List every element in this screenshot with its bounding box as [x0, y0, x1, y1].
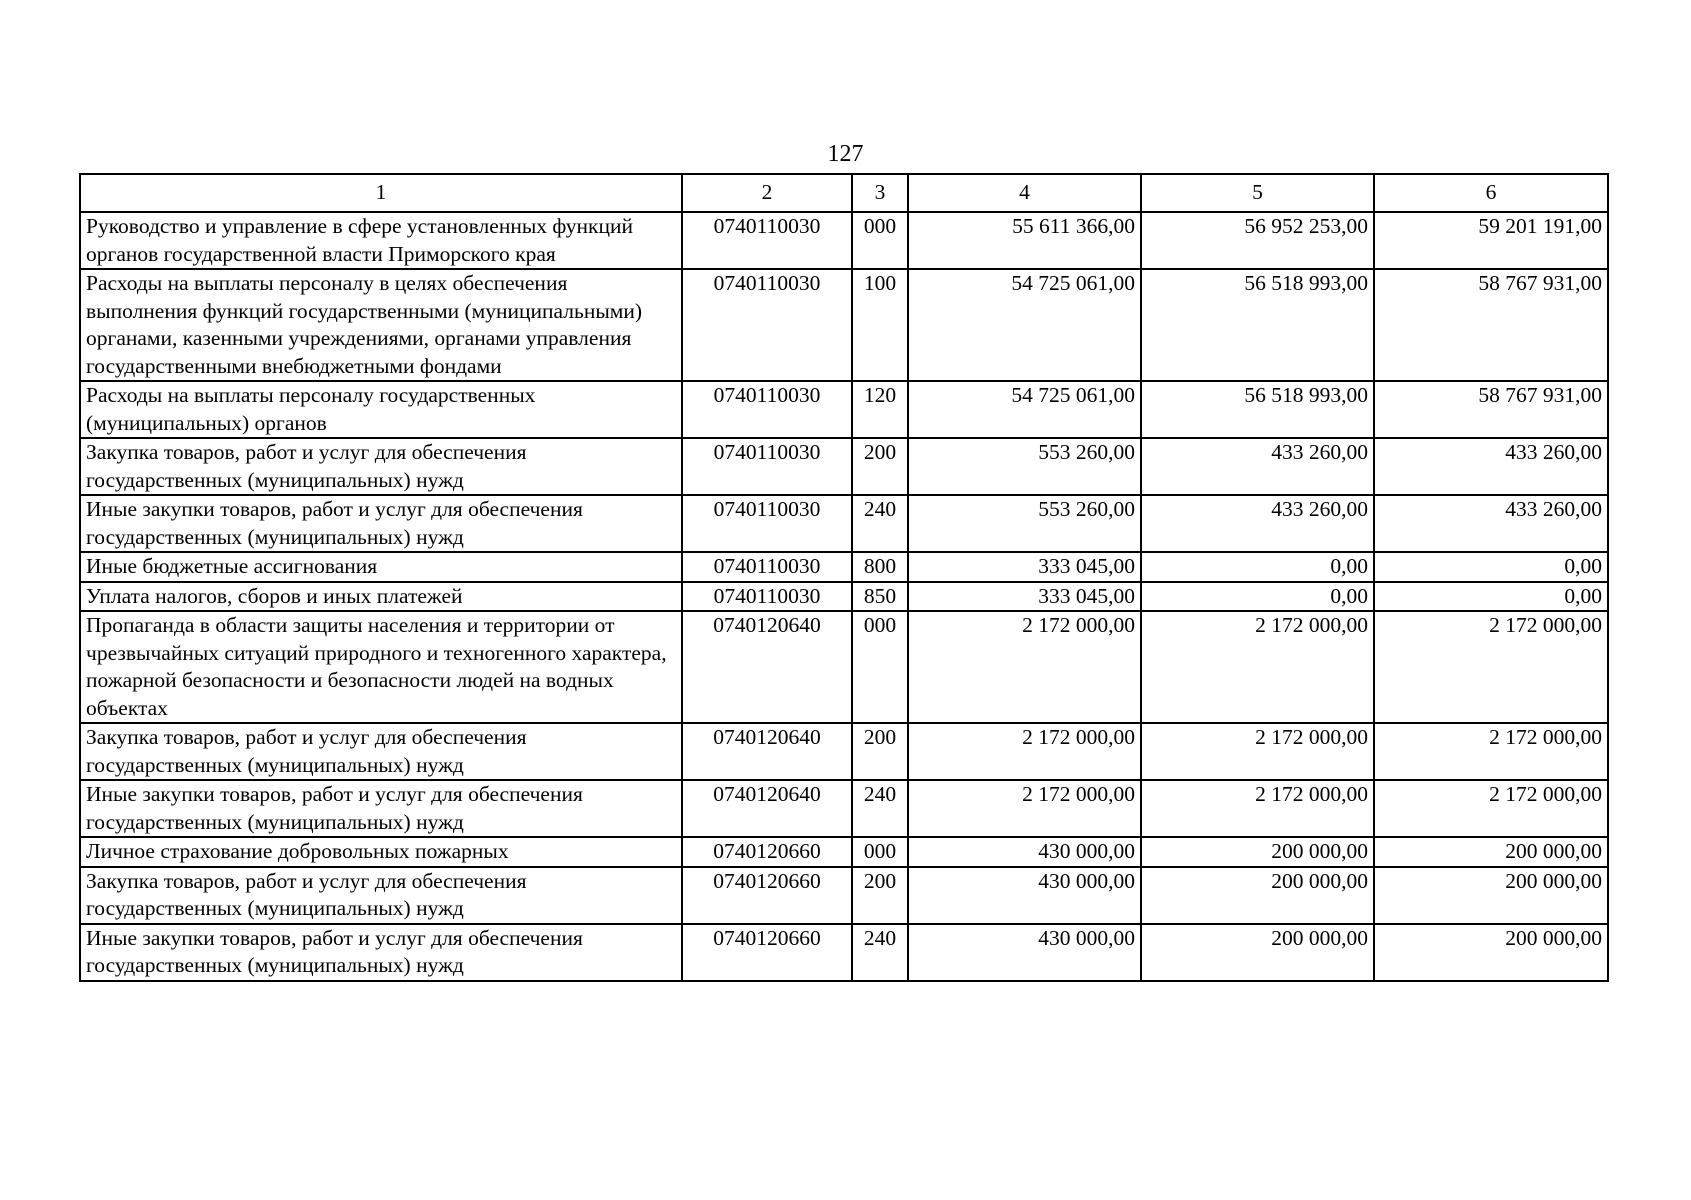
table-row	[80, 438, 1608, 495]
table-row	[80, 212, 1608, 269]
row-target-article-code: 0740110030	[682, 552, 852, 582]
row-expense-type-code: 100	[852, 269, 908, 381]
row-amount-year-3: 200 000,00	[1374, 924, 1608, 981]
row-amount-year-1: 2 172 000,00	[908, 780, 1141, 837]
row-target-article-code: 0740110030	[682, 269, 852, 381]
row-amount-year-3: 433 260,00	[1374, 495, 1608, 552]
row-description: Пропаганда в области защиты населения и территории от чрезвычайных ситуаций природного и техногенного характера, пожарной безопасности и безопасности людей на водных объектах	[80, 611, 682, 723]
column-header: 4	[908, 174, 1141, 212]
table-header-row	[80, 174, 1608, 212]
row-description: Закупка товаров, работ и услуг для обеспечения государственных (муниципальных) нужд	[80, 723, 682, 780]
row-amount-year-2: 2 172 000,00	[1141, 611, 1374, 723]
row-amount-year-3: 58 767 931,00	[1374, 269, 1608, 381]
row-amount-year-1: 430 000,00	[908, 837, 1141, 867]
row-target-article-code: 0740120640	[682, 780, 852, 837]
table-row	[80, 837, 1608, 867]
row-amount-year-1: 553 260,00	[908, 495, 1141, 552]
column-header: 1	[80, 174, 682, 212]
row-description: Уплата налогов, сборов и иных платежей	[80, 582, 682, 612]
row-target-article-code: 0740120640	[682, 723, 852, 780]
table-row	[80, 780, 1608, 837]
row-amount-year-2: 56 952 253,00	[1141, 212, 1374, 269]
row-expense-type-code: 240	[852, 780, 908, 837]
row-description: Иные закупки товаров, работ и услуг для обеспечения государственных (муниципальных) нужд	[80, 780, 682, 837]
row-amount-year-1: 2 172 000,00	[908, 611, 1141, 723]
table-row	[80, 582, 1608, 612]
row-description: Расходы на выплаты персоналу государственных (муниципальных) органов	[80, 381, 682, 438]
row-amount-year-3: 58 767 931,00	[1374, 381, 1608, 438]
row-expense-type-code: 240	[852, 495, 908, 552]
row-amount-year-1: 430 000,00	[908, 924, 1141, 981]
table-row	[80, 381, 1608, 438]
row-amount-year-3: 0,00	[1374, 552, 1608, 582]
row-description: Руководство и управление в сфере установленных функций органов государственной власти Приморского края	[80, 212, 682, 269]
row-expense-type-code: 800	[852, 552, 908, 582]
row-amount-year-1: 54 725 061,00	[908, 381, 1141, 438]
row-description: Личное страхование добровольных пожарных	[80, 837, 682, 867]
row-amount-year-2: 200 000,00	[1141, 867, 1374, 924]
row-expense-type-code: 200	[852, 438, 908, 495]
row-expense-type-code: 200	[852, 867, 908, 924]
column-header: 3	[852, 174, 908, 212]
column-header: 6	[1374, 174, 1608, 212]
page-number: 127	[827, 141, 864, 167]
row-amount-year-1: 430 000,00	[908, 867, 1141, 924]
row-target-article-code: 0740120660	[682, 924, 852, 981]
row-amount-year-1: 553 260,00	[908, 438, 1141, 495]
row-target-article-code: 0740110030	[682, 438, 852, 495]
table-row	[80, 867, 1608, 924]
row-target-article-code: 0740110030	[682, 212, 852, 269]
table-body	[80, 212, 1608, 981]
row-amount-year-2: 433 260,00	[1141, 495, 1374, 552]
row-target-article-code: 0740120660	[682, 867, 852, 924]
row-expense-type-code: 120	[852, 381, 908, 438]
budget-table	[79, 173, 1609, 982]
row-amount-year-1: 333 045,00	[908, 582, 1141, 612]
row-amount-year-1: 55 611 366,00	[908, 212, 1141, 269]
row-amount-year-2: 200 000,00	[1141, 924, 1374, 981]
row-amount-year-2: 56 518 993,00	[1141, 381, 1374, 438]
row-description: Расходы на выплаты персоналу в целях обеспечения выполнения функций государственными (муниципальными) органами, казенными учреждениями, органами управления государственными внебюджетными фондами	[80, 269, 682, 381]
row-description: Иные бюджетные ассигнования	[80, 552, 682, 582]
table-row	[80, 723, 1608, 780]
row-amount-year-1: 54 725 061,00	[908, 269, 1141, 381]
row-expense-type-code: 850	[852, 582, 908, 612]
row-amount-year-3: 433 260,00	[1374, 438, 1608, 495]
row-expense-type-code: 000	[852, 837, 908, 867]
row-description: Иные закупки товаров, работ и услуг для обеспечения государственных (муниципальных) нужд	[80, 924, 682, 981]
row-amount-year-1: 2 172 000,00	[908, 723, 1141, 780]
table-row	[80, 611, 1608, 723]
row-amount-year-3: 200 000,00	[1374, 837, 1608, 867]
table-row	[80, 495, 1608, 552]
table-row	[80, 924, 1608, 981]
row-description: Закупка товаров, работ и услуг для обеспечения государственных (муниципальных) нужд	[80, 438, 682, 495]
row-amount-year-2: 433 260,00	[1141, 438, 1374, 495]
row-amount-year-3: 2 172 000,00	[1374, 780, 1608, 837]
row-expense-type-code: 200	[852, 723, 908, 780]
row-expense-type-code: 240	[852, 924, 908, 981]
row-target-article-code: 0740120640	[682, 611, 852, 723]
row-amount-year-3: 2 172 000,00	[1374, 723, 1608, 780]
row-amount-year-2: 0,00	[1141, 582, 1374, 612]
table-row	[80, 269, 1608, 381]
column-header: 2	[682, 174, 852, 212]
row-target-article-code: 0740110030	[682, 582, 852, 612]
row-amount-year-2: 200 000,00	[1141, 837, 1374, 867]
row-amount-year-3: 0,00	[1374, 582, 1608, 612]
row-target-article-code: 0740110030	[682, 495, 852, 552]
row-expense-type-code: 000	[852, 212, 908, 269]
row-amount-year-3: 200 000,00	[1374, 867, 1608, 924]
row-target-article-code: 0740110030	[682, 381, 852, 438]
row-amount-year-1: 333 045,00	[908, 552, 1141, 582]
column-header: 5	[1141, 174, 1374, 212]
row-target-article-code: 0740120660	[682, 837, 852, 867]
row-amount-year-2: 2 172 000,00	[1141, 723, 1374, 780]
row-amount-year-2: 56 518 993,00	[1141, 269, 1374, 381]
row-description: Закупка товаров, работ и услуг для обеспечения государственных (муниципальных) нужд	[80, 867, 682, 924]
row-amount-year-3: 2 172 000,00	[1374, 611, 1608, 723]
table-row	[80, 552, 1608, 582]
row-expense-type-code: 000	[852, 611, 908, 723]
row-amount-year-2: 0,00	[1141, 552, 1374, 582]
row-description: Иные закупки товаров, работ и услуг для обеспечения государственных (муниципальных) нужд	[80, 495, 682, 552]
row-amount-year-3: 59 201 191,00	[1374, 212, 1608, 269]
row-amount-year-2: 2 172 000,00	[1141, 780, 1374, 837]
